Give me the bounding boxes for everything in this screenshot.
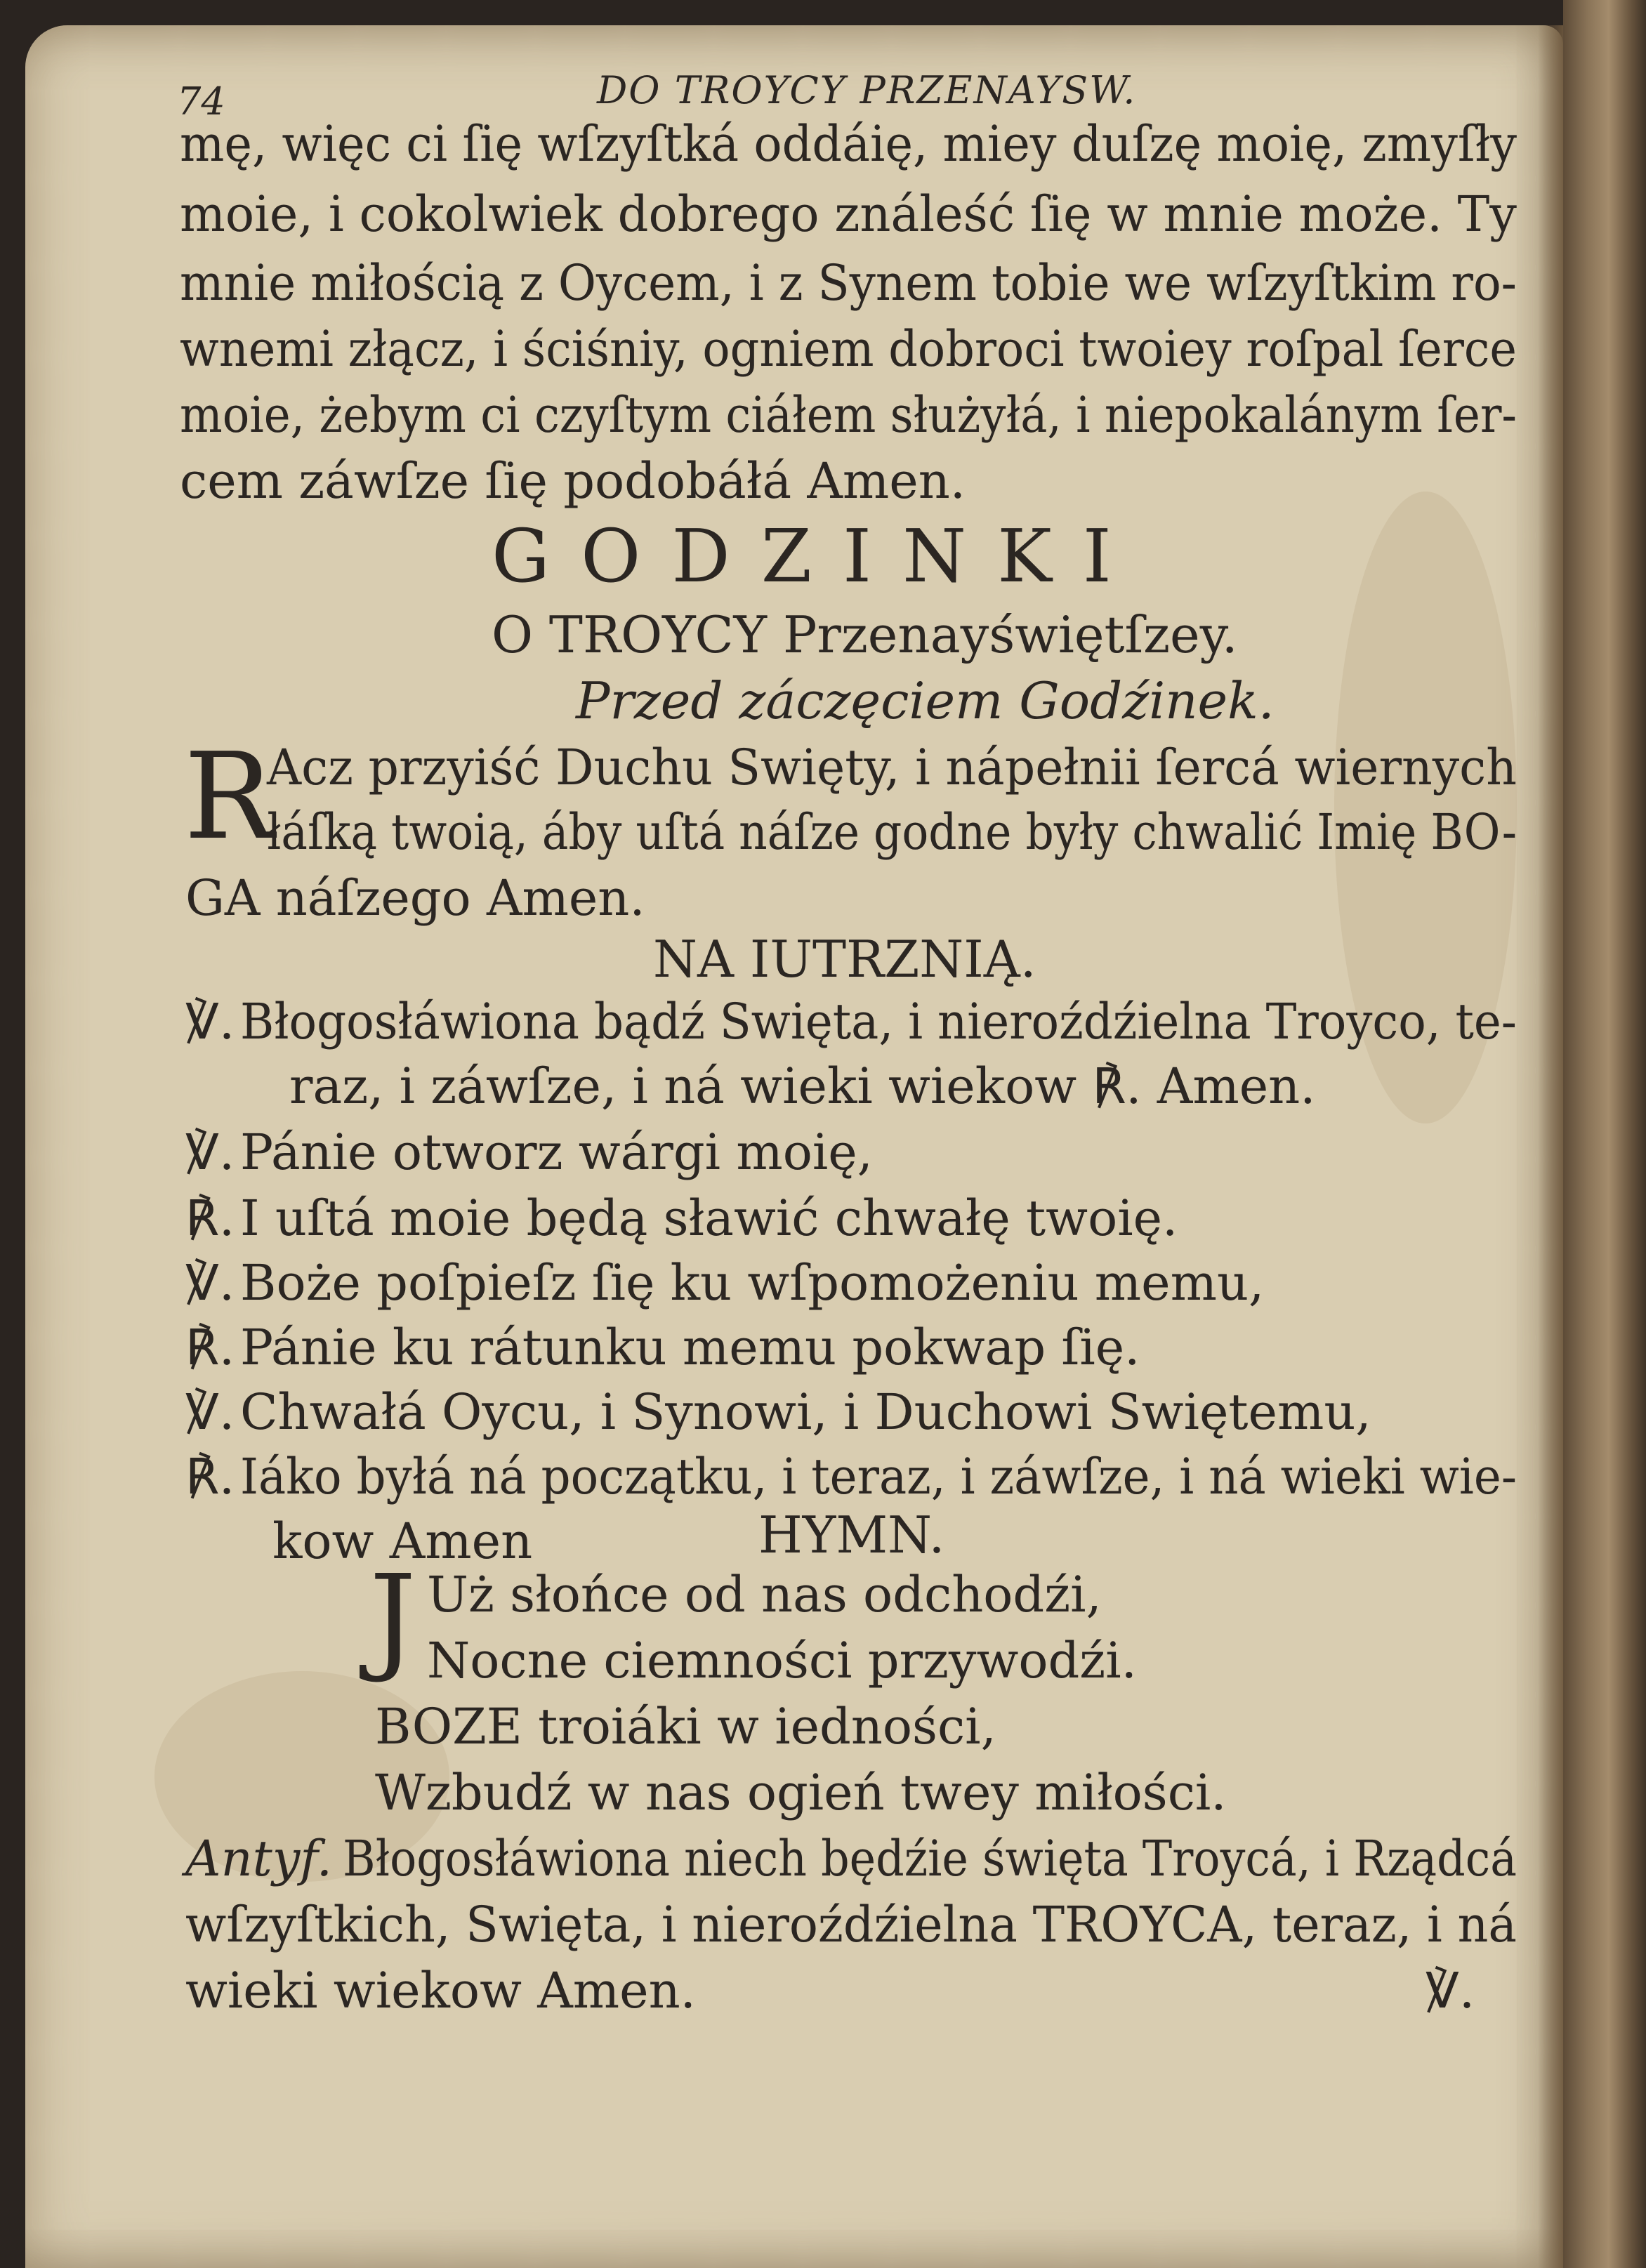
prayer-line: moie, żebym ci czyſtym ciáłem służyłá, i niepokalánym ſer- bbox=[180, 386, 1517, 444]
versicle-text: Chwałá Oycu, i Synowi, i Duchowi Swiętemu, bbox=[240, 1383, 1371, 1441]
response-text: Pánie ku rátunku memu pokwap ſię. bbox=[240, 1319, 1140, 1376]
response-text: I uſtá moie będą sławić chwałę twoię. bbox=[240, 1189, 1178, 1247]
response-text: Iáko byłá ná początku, i teraz, i záwſze, i ná wieki wie- bbox=[240, 1448, 1517, 1505]
prayer-line: wnemi złącz, i ściśniy, ogniem dobroci twoiey roſpal ſerce bbox=[180, 320, 1517, 378]
versicle-text: Pánie otworz wárgi moię, bbox=[240, 1123, 873, 1181]
antiphon-line: wſzyſtkich, Swięta, i nieroźdźielna TROYCA, teraz, i ná bbox=[185, 1896, 1517, 1953]
hymn-line: BOZE troiáki w iedności, bbox=[375, 1698, 996, 1755]
versicle-text: Błogosłáwiona bądź Swięta, i nieroźdźielna Troyco, te- bbox=[240, 993, 1517, 1050]
hymn-heading: HYMN. bbox=[758, 1505, 945, 1564]
drop-cap: R bbox=[184, 727, 274, 866]
versicle-mark: ℣. bbox=[185, 1383, 235, 1441]
section-heading: NA IUTRZNIĄ. bbox=[653, 930, 1036, 989]
book-gutter bbox=[1563, 0, 1646, 2268]
drop-cap: J bbox=[369, 1550, 416, 1686]
intro-line: GA náſzego Amen. bbox=[185, 869, 645, 927]
versicle-text: kow Amen bbox=[272, 1512, 533, 1570]
versicle-text: raz, i záwſze, i ná wieki wiekow ℟. Amen. bbox=[289, 1057, 1316, 1115]
hymn-line: Wzbudź w nas ogień twey miłości. bbox=[375, 1764, 1227, 1821]
versicle-mark: ℣. bbox=[185, 1254, 235, 1312]
catchword: ℣. bbox=[1426, 1962, 1475, 2019]
response-mark: ℟. bbox=[185, 1448, 235, 1505]
hymn-line: Uż słońce od nas odchodźi, bbox=[427, 1566, 1102, 1623]
intro-line: łáſką twoią, áby uſtá náſze godne były chwalić Imię BO- bbox=[267, 803, 1517, 861]
running-title: DO TROYCY PRZENAYSW. bbox=[597, 68, 1137, 112]
prayer-line: cem záwſze ſię podobáłá Amen. bbox=[180, 452, 966, 510]
versicle-mark: ℣. bbox=[185, 1123, 235, 1181]
response-mark: ℟. bbox=[185, 1189, 235, 1247]
prayer-line: moie, i cokolwiek dobrego ználeść ſię w mnie może. Ty bbox=[180, 185, 1517, 243]
page-number: 74 bbox=[177, 79, 225, 124]
section-subtitle: O TROYCY Przenayświętſzey. bbox=[492, 605, 1238, 664]
antiphon-line: Błogosłáwiona niech będźie święta Troycá, i Rządcá bbox=[343, 1830, 1517, 1887]
prayer-line: mnie miłością z Oycem, i z Synem tobie we wſzyſtkim ro- bbox=[180, 254, 1517, 312]
page-edge-shadow bbox=[1538, 25, 1563, 2268]
hymn-line: Nocne ciemności przywodźi. bbox=[427, 1632, 1137, 1689]
antiphon-line: wieki wiekow Amen. bbox=[185, 1962, 696, 2019]
versicle-text: Boże poſpieſz ſię ku wſpomożeniu memu, bbox=[240, 1254, 1265, 1312]
section-title: GODZINKI bbox=[492, 513, 1143, 599]
prayer-line: mę, więc ci ſię wſzyſtká oddáię, miey duſzę moię, zmyſły bbox=[180, 115, 1517, 173]
antiphon-label: Antyf. bbox=[185, 1830, 332, 1887]
intro-heading: Przed záczęciem Godźinek. bbox=[576, 671, 1275, 730]
intro-line: Acz przyiść Duchu Swięty, i nápełnii ſercá wiernych bbox=[267, 739, 1517, 796]
response-mark: ℟. bbox=[185, 1319, 235, 1376]
versicle-mark: ℣. bbox=[185, 993, 235, 1050]
